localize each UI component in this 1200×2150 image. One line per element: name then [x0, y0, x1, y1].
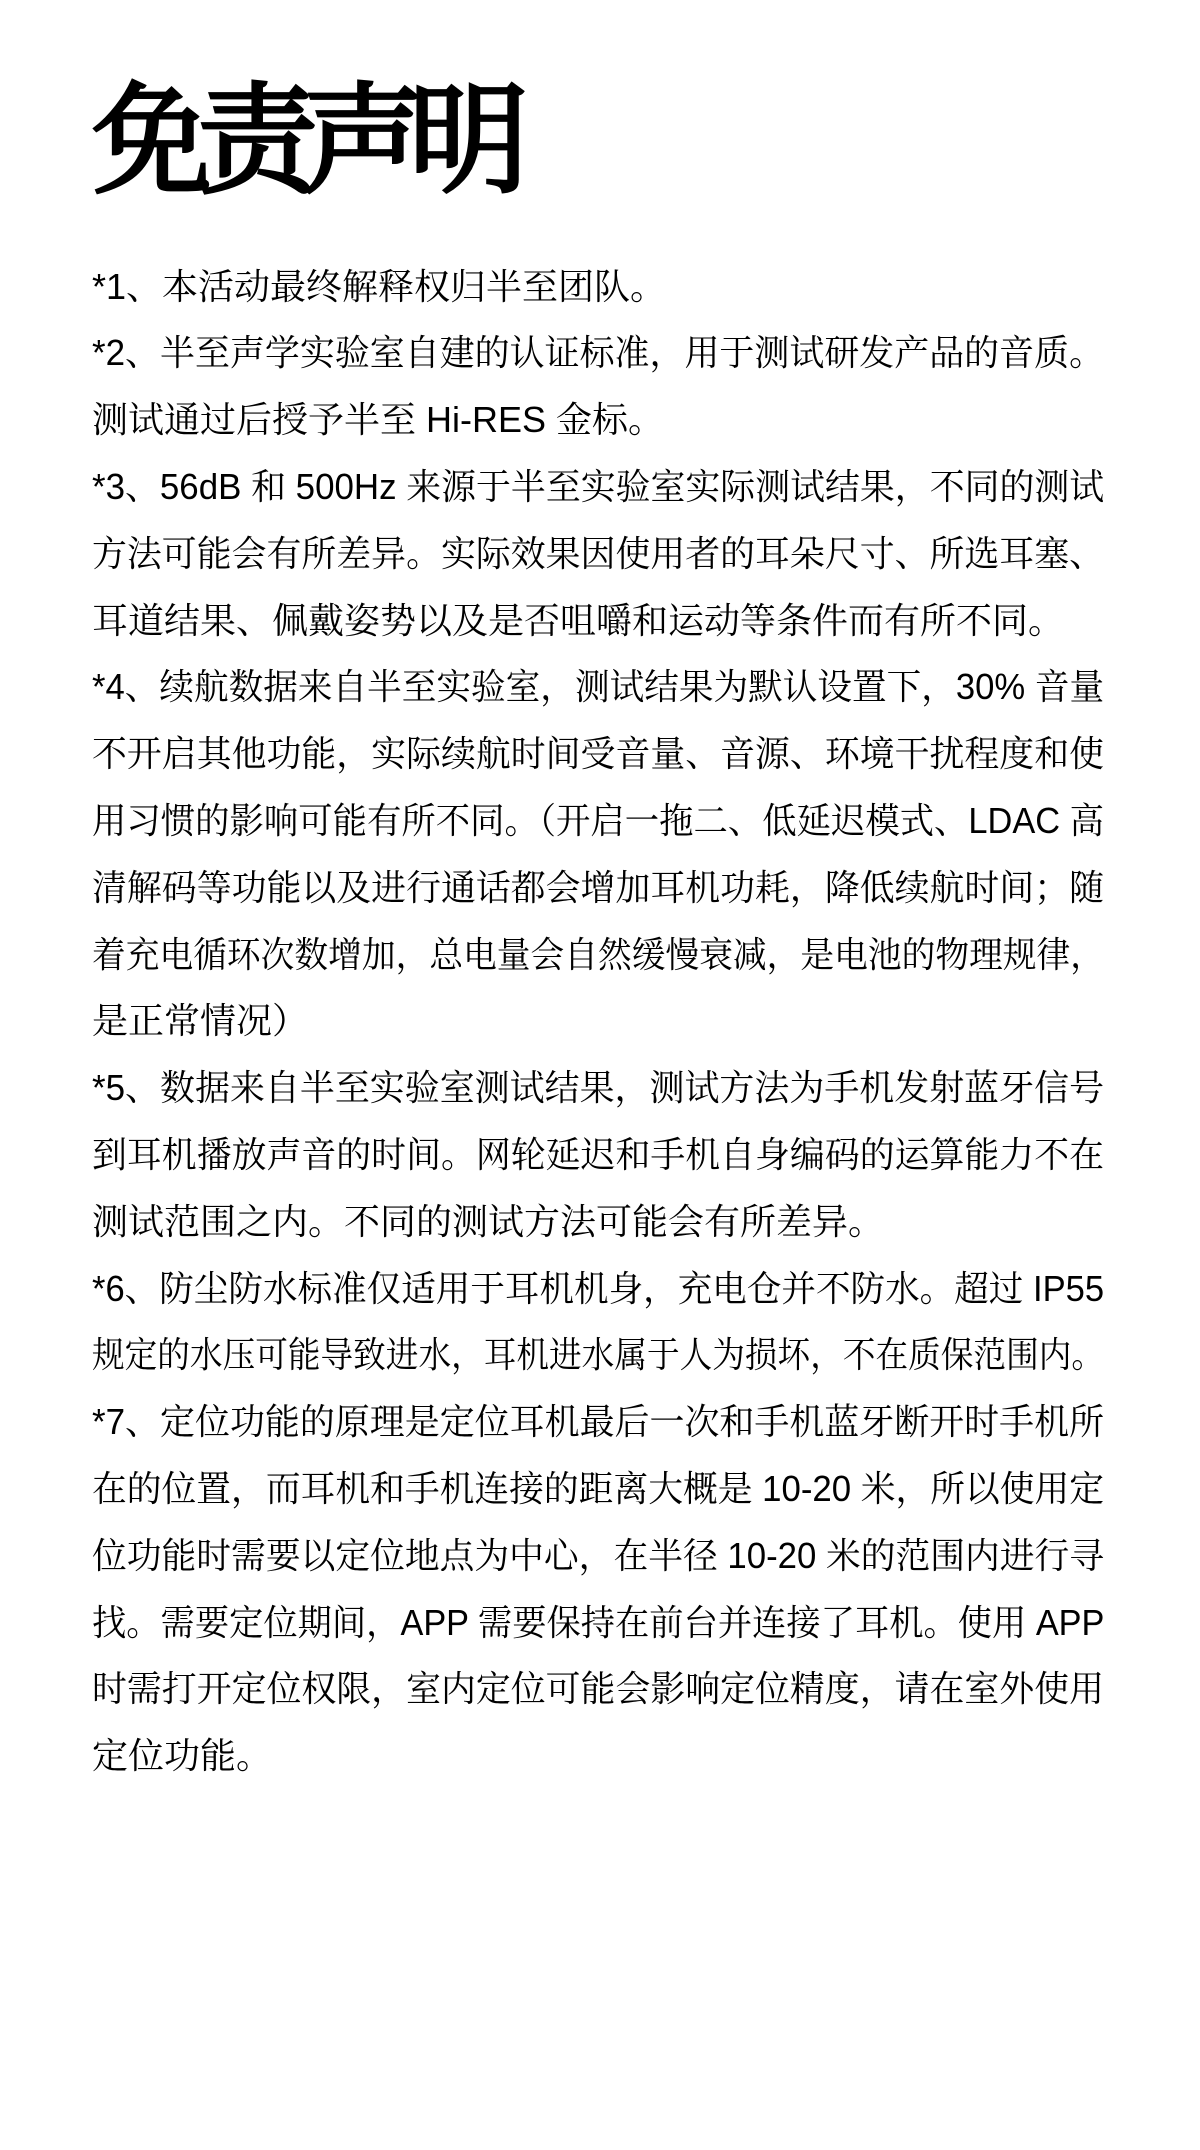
- text-line: 时需打开定位权限，室内定位可能会影响定位精度，请在室外使用: [92, 1668, 1105, 1710]
- text-line: 测试通过后授予半至 Hi-RES 金标。: [92, 399, 665, 441]
- text-line: 规定的水压可能导致进水，耳机进水属于人为损坏，不在质保范围内。: [92, 1334, 1105, 1376]
- text-line: 清解码等功能以及进行通话都会增加耳机功耗，降低续航时间；随: [92, 866, 1105, 908]
- disclaimer-paragraph: [92, 1055, 1104, 1255]
- text-line: *4、续航数据来自半至实验室，测试结果为默认设置下，30% 音量: [92, 666, 1105, 708]
- text-line: *2、半至声学实验室自建的认证标准，用于测试研发产品的音质。: [92, 332, 1105, 374]
- text-line: 方法可能会有所差异。实际效果因使用者的耳朵尺寸、所选耳塞、: [92, 532, 1105, 574]
- text-line: 在的位置，而耳机和手机连接的距离大概是 10-20 米，所以使用定: [92, 1467, 1105, 1509]
- page-title: 免责声明: [92, 74, 515, 208]
- text-line: 着充电循环次数增加，总电量会自然缓慢衰减，是电池的物理规律，: [92, 933, 1105, 975]
- disclaimer-paragraph: [92, 454, 1104, 654]
- text-line: 用习惯的影响可能有所不同。（开启一拖二、低延迟模式、LDAC 高: [92, 799, 1105, 841]
- disclaimer-paragraph: [92, 320, 1104, 454]
- disclaimer-paragraph: [92, 1256, 1104, 1390]
- text-line: *7、定位功能的原理是定位耳机最后一次和手机蓝牙断开时手机所: [92, 1401, 1105, 1443]
- text-line: 位功能时需要以定位地点为中心，在半径 10-20 米的范围内进行寻: [92, 1534, 1105, 1576]
- text-line: 测试范围之内。不同的测试方法可能会有所差异。: [92, 1200, 885, 1242]
- text-line: 找。需要定位期间，APP 需要保持在前台并连接了耳机。使用 APP: [92, 1601, 1105, 1643]
- disclaimer-body: [92, 254, 1104, 1790]
- text-line: *6、防尘防水标准仅适用于耳机机身，充电仓并不防水。超过 IP55: [92, 1267, 1105, 1309]
- text-line: 是正常情况）: [92, 1000, 309, 1042]
- text-line: *1、本活动最终解释权归半至团队。: [92, 265, 667, 307]
- text-line: 耳道结果、佩戴姿势以及是否咀嚼和运动等条件而有所不同。: [92, 599, 1065, 641]
- text-line: *3、56dB 和 500Hz 来源于半至实验室实际测试结果，不同的测试: [92, 465, 1105, 507]
- text-line: 定位功能。: [92, 1735, 273, 1777]
- disclaimer-paragraph: [92, 654, 1104, 1055]
- disclaimer-paragraph: [92, 254, 1104, 321]
- text-line: 到耳机播放声音的时间。网轮延迟和手机自身编码的运算能力不在: [92, 1133, 1105, 1175]
- text-line: *5、数据来自半至实验室测试结果，测试方法为手机发射蓝牙信号: [92, 1067, 1105, 1109]
- disclaimer-paragraph: [92, 1389, 1104, 1790]
- text-line: 不开启其他功能，实际续航时间受音量、音源、环境干扰程度和使: [92, 733, 1105, 775]
